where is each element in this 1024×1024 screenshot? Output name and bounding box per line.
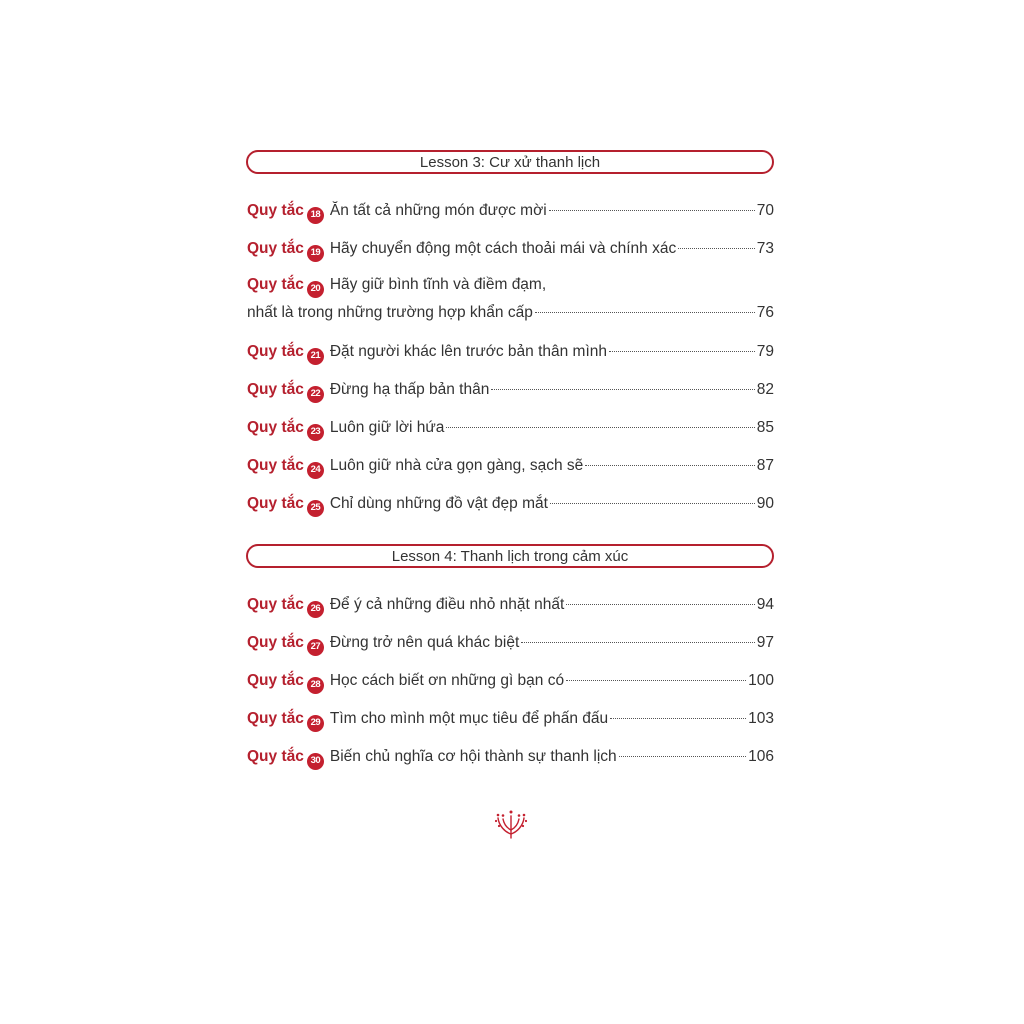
lesson-3-header	[246, 150, 774, 174]
rule-label: Quy tắc	[247, 596, 304, 613]
dot-leader	[678, 248, 755, 249]
toc-entry-rule-23[interactable]	[247, 418, 774, 439]
page-number: 97	[756, 634, 774, 651]
dot-leader	[446, 427, 754, 428]
rule-number-badge: 25	[307, 500, 324, 517]
rule-number-badge: 27	[307, 639, 324, 656]
rule-title: Luôn giữ lời hứa	[329, 419, 445, 436]
toc-entry-rule-28[interactable]	[247, 671, 774, 692]
rule-label: Quy tắc	[247, 495, 304, 512]
page-number: 70	[756, 202, 774, 219]
rule-number-badge: 20	[307, 281, 324, 298]
dot-leader	[609, 351, 755, 352]
rule-title: Hãy giữ bình tĩnh và điềm đạm,	[329, 276, 547, 293]
rule-title: Ăn tất cả những món được mời	[329, 202, 547, 219]
rule-title: Hãy chuyển động một cách thoải mái và chính xác	[329, 240, 677, 257]
rule-label: Quy tắc	[247, 634, 304, 651]
dot-leader	[491, 389, 754, 390]
toc-entry-rule-24[interactable]	[247, 456, 774, 477]
page-number: 94	[756, 596, 774, 613]
dot-leader	[549, 210, 755, 211]
dot-leader	[610, 718, 746, 719]
lesson-title: Lesson 4: Thanh lịch trong cảm xúc	[391, 547, 629, 565]
dot-leader	[619, 756, 746, 757]
rule-label: Quy tắc	[247, 240, 304, 257]
toc-entry-rule-19[interactable]	[247, 239, 774, 260]
rule-title: Tìm cho mình một mục tiêu để phấn đấu	[329, 710, 609, 727]
toc-entry-rule-20-continued[interactable]	[247, 303, 774, 323]
rule-title: Đừng trở nên quá khác biệt	[329, 634, 520, 651]
page-number: 100	[748, 672, 774, 689]
rule-number-badge: 28	[307, 677, 324, 694]
rule-number-badge: 21	[307, 348, 324, 365]
rule-label: Quy tắc	[247, 457, 304, 474]
page-number: 87	[756, 457, 774, 474]
rule-label: Quy tắc	[247, 276, 304, 293]
page-number: 90	[756, 495, 774, 512]
rule-title-continued: nhất là trong những trường hợp khẩn cấp	[247, 304, 533, 321]
rule-title: Luôn giữ nhà cửa gọn gàng, sạch sẽ	[329, 457, 584, 474]
toc-entry-rule-22[interactable]	[247, 380, 774, 401]
rule-number-badge: 29	[307, 715, 324, 732]
lesson-title: Lesson 3: Cư xử thanh lịch	[419, 153, 601, 171]
page-number: 82	[756, 381, 774, 398]
rule-label: Quy tắc	[247, 672, 304, 689]
dot-leader	[535, 312, 755, 313]
dot-leader	[566, 680, 746, 681]
dot-leader	[550, 503, 755, 504]
menorah-tree-icon	[493, 808, 529, 840]
rule-label: Quy tắc	[247, 202, 304, 219]
rule-label: Quy tắc	[247, 710, 304, 727]
page-number: 79	[756, 343, 774, 360]
dot-leader	[521, 642, 754, 643]
rule-number-badge: 30	[307, 753, 324, 770]
page-number: 85	[756, 419, 774, 436]
rule-label: Quy tắc	[247, 343, 304, 360]
toc-entry-rule-29[interactable]	[247, 709, 774, 730]
rule-title: Chỉ dùng những đồ vật đẹp mắt	[329, 495, 548, 512]
rule-label: Quy tắc	[247, 419, 304, 436]
toc-entry-rule-26[interactable]	[247, 595, 774, 616]
toc-entry-rule-18[interactable]	[247, 201, 774, 222]
rule-label: Quy tắc	[247, 748, 304, 765]
rule-title: Đừng hạ thấp bản thân	[329, 381, 490, 398]
toc-entry-rule-27[interactable]	[247, 633, 774, 654]
rule-number-badge: 24	[307, 462, 324, 479]
toc-entry-rule-20[interactable]	[247, 275, 774, 296]
page-number: 103	[748, 710, 774, 727]
rule-number-badge: 19	[307, 245, 324, 262]
dot-leader	[585, 465, 754, 466]
lesson-4-header	[246, 544, 774, 568]
toc-entry-rule-30[interactable]	[247, 747, 774, 768]
rule-label: Quy tắc	[247, 381, 304, 398]
rule-title: Học cách biết ơn những gì bạn có	[329, 672, 565, 689]
rule-number-badge: 18	[307, 207, 324, 224]
page-number: 76	[756, 304, 774, 321]
page-number: 73	[756, 240, 774, 257]
rule-title: Biến chủ nghĩa cơ hội thành sự thanh lịch	[329, 748, 617, 765]
rule-number-badge: 22	[307, 386, 324, 403]
dot-leader	[566, 604, 754, 605]
page-number: 106	[748, 748, 774, 765]
rule-title: Để ý cả những điều nhỏ nhặt nhất	[329, 596, 565, 613]
toc-entry-rule-21[interactable]	[247, 342, 774, 363]
rule-number-badge: 23	[307, 424, 324, 441]
rule-number-badge: 26	[307, 601, 324, 618]
toc-entry-rule-25[interactable]	[247, 494, 774, 515]
rule-title: Đặt người khác lên trước bản thân mình	[329, 343, 608, 360]
